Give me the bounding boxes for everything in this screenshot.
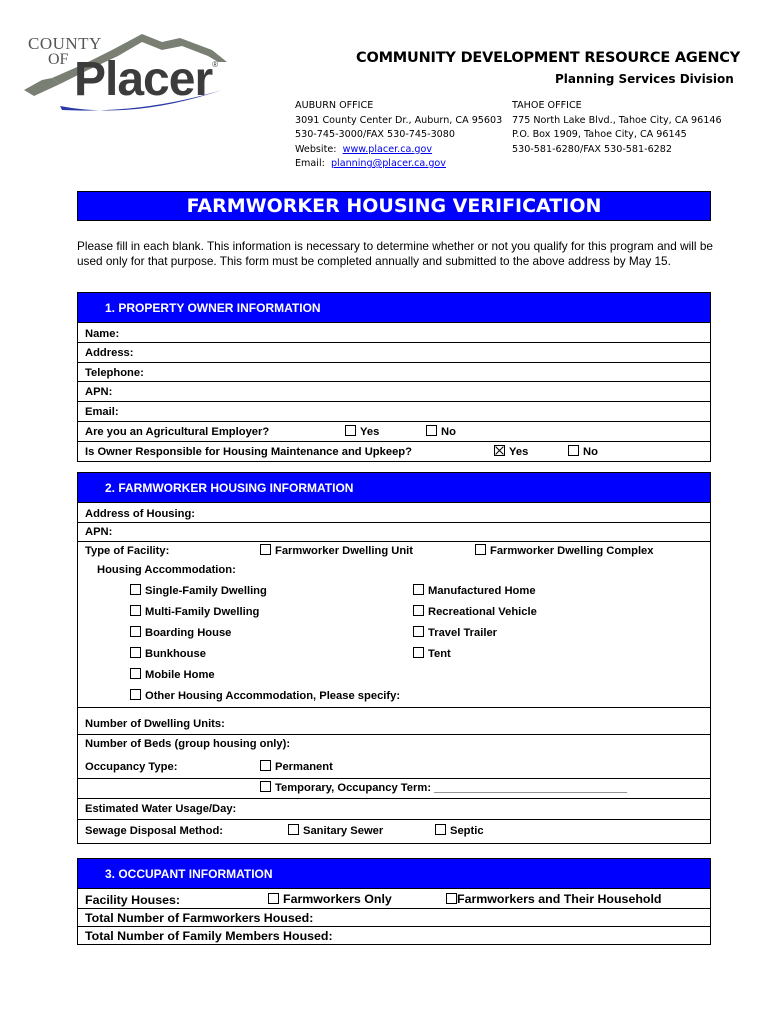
total-family-label: Total Number of Family Members Housed: — [85, 929, 333, 943]
auburn-phone: 530-745-3000/FAX 530-745-3080 — [295, 129, 455, 140]
acc-bunkhouse[interactable]: Bunkhouse — [130, 647, 206, 660]
checkbox-icon[interactable] — [260, 781, 271, 792]
website-link[interactable]: www.placer.ca.gov — [342, 143, 433, 155]
tahoe-office — [512, 99, 722, 157]
logo-placer-text: Placer® — [74, 53, 218, 106]
address-label: Address: — [85, 347, 134, 359]
beds-and-occupancy — [78, 735, 710, 779]
apn-label: APN: — [85, 386, 113, 398]
maintenance-yes[interactable]: Yes — [494, 445, 528, 458]
website-label: Website: — [295, 143, 337, 155]
checkbox-icon[interactable] — [260, 760, 271, 771]
checkbox-icon[interactable] — [130, 689, 141, 700]
facility-complex-option[interactable]: Farmworker Dwelling Complex — [475, 544, 654, 557]
units-label: Number of Dwelling Units: — [85, 718, 225, 730]
checkbox-icon[interactable] — [413, 647, 424, 658]
sewage-row — [78, 820, 710, 842]
logo-county-text: COUNTY — [28, 34, 102, 53]
checkbox-icon[interactable] — [475, 544, 486, 555]
tahoe-phone: 530-581-6280/FAX 530-581-6282 — [512, 143, 672, 155]
acc-other[interactable]: Other Housing Accommodation, Please specify: — [130, 689, 400, 702]
checkbox-icon[interactable] — [446, 893, 457, 904]
housing-address-label: Address of Housing: — [85, 508, 196, 520]
ag-employer-question: Are you an Agricultural Employer? — [85, 426, 270, 438]
total-family-field[interactable] — [78, 927, 710, 945]
water-label: Estimated Water Usage/Day: — [85, 803, 237, 815]
email-link[interactable]: planning@placer.ca.gov — [330, 158, 446, 169]
facility-houses-label: Facility Houses: — [85, 893, 181, 907]
housing-apn-label: APN: — [85, 526, 113, 538]
auburn-address: 3091 County Center Dr., Auburn, CA 95603 — [295, 114, 503, 126]
water-usage-field[interactable] — [78, 799, 710, 820]
farmworkers-household-option[interactable]: Farmworkers and Their Household — [446, 892, 662, 906]
section3-heading: 3. OCCUPANT INFORMATION — [77, 858, 711, 889]
checkbox-icon[interactable] — [130, 668, 141, 679]
logo-of-text: OF — [48, 51, 69, 68]
housing-apn-field[interactable] — [78, 523, 710, 542]
owner-apn-field[interactable] — [78, 382, 710, 402]
beds-label: Number of Beds (group housing only): — [85, 738, 291, 750]
section3-box — [77, 889, 711, 945]
checkbox-icon[interactable] — [413, 626, 424, 637]
section2-heading: 2. FARMWORKER HOUSING INFORMATION — [77, 472, 711, 503]
acc-single-family[interactable]: Single-Family Dwelling — [130, 584, 267, 597]
tahoe-title: TAHOE OFFICE — [512, 100, 582, 111]
acc-travel-trailer[interactable]: Travel Trailer — [413, 626, 497, 639]
checkbox-icon[interactable] — [345, 425, 356, 436]
checkbox-icon[interactable] — [130, 605, 141, 616]
acc-boarding-house[interactable]: Boarding House — [130, 626, 231, 639]
checkbox-icon[interactable] — [435, 824, 446, 835]
acc-multi-family[interactable]: Multi-Family Dwelling — [130, 605, 259, 618]
owner-telephone-field[interactable] — [78, 363, 710, 382]
occupancy-label: Occupancy Type: — [85, 761, 178, 773]
housing-address-field[interactable] — [78, 503, 710, 523]
farmworkers-only-option[interactable]: Farmworkers Only — [268, 892, 392, 906]
occupancy-temporary-row — [78, 779, 710, 799]
occupancy-temporary[interactable]: Temporary, Occupancy Term: _______________________________ — [260, 781, 627, 794]
total-farmworkers-field[interactable] — [78, 909, 710, 927]
section1-heading: 1. PROPERTY OWNER INFORMATION — [77, 292, 711, 323]
total-farmworkers-label: Total Number of Farmworkers Housed: — [85, 911, 314, 925]
checkbox-icon[interactable] — [568, 445, 579, 456]
checkbox-icon[interactable] — [413, 584, 424, 595]
owner-name-field[interactable] — [78, 323, 710, 343]
checkbox-icon[interactable] — [260, 544, 271, 555]
occupancy-permanent[interactable]: Permanent — [260, 760, 333, 773]
sewage-sanitary[interactable]: Sanitary Sewer — [288, 824, 383, 837]
owner-email-field[interactable] — [78, 402, 710, 422]
acc-mobile-home[interactable]: Mobile Home — [130, 668, 215, 681]
accommodation-label: Housing Accommodation: — [97, 564, 236, 576]
acc-recreational-vehicle[interactable]: Recreational Vehicle — [413, 605, 537, 618]
sewage-label: Sewage Disposal Method: — [85, 825, 224, 837]
auburn-office — [295, 99, 502, 172]
facility-block — [78, 542, 710, 708]
maintenance-no[interactable]: No — [568, 445, 598, 458]
checked-checkbox-icon[interactable] — [494, 445, 505, 456]
maintenance-question: Is Owner Responsible for Housing Maintenance and Upkeep? — [85, 446, 412, 458]
agency-name: COMMUNITY DEVELOPMENT RESOURCE AGENCY — [356, 50, 741, 66]
tahoe-address: 775 North Lake Blvd., Tahoe City, CA 96146 — [512, 114, 722, 126]
ag-employer-row — [78, 422, 710, 442]
checkbox-icon[interactable] — [130, 647, 141, 658]
telephone-label: Telephone: — [85, 367, 144, 379]
tahoe-po: P.O. Box 1909, Tahoe City, CA 96145 — [512, 129, 687, 140]
checkbox-icon[interactable] — [130, 626, 141, 637]
facility-unit-option[interactable]: Farmworker Dwelling Unit — [260, 544, 413, 557]
ag-employer-no[interactable]: No — [426, 425, 456, 438]
section1-box — [77, 323, 711, 462]
division-name: Planning Services Division — [555, 72, 734, 86]
checkbox-icon[interactable] — [268, 893, 279, 904]
acc-manufactured-home[interactable]: Manufactured Home — [413, 584, 536, 597]
owner-address-field[interactable] — [78, 343, 710, 363]
facility-houses-row — [78, 889, 710, 909]
name-label: Name: — [85, 328, 120, 340]
form-title: FARMWORKER HOUSING VERIFICATION — [77, 191, 711, 221]
checkbox-icon[interactable] — [130, 584, 141, 595]
checkbox-icon[interactable] — [288, 824, 299, 835]
maintenance-row — [78, 442, 710, 462]
email-label: Email: — [295, 158, 325, 169]
checkbox-icon[interactable] — [413, 605, 424, 616]
facility-label: Type of Facility: — [85, 545, 170, 557]
ag-employer-yes[interactable]: Yes — [345, 425, 379, 438]
email-label-field: Email: — [85, 406, 119, 418]
auburn-title: AUBURN OFFICE — [295, 100, 374, 111]
sewage-septic[interactable]: Septic — [435, 824, 484, 837]
dwelling-units-field[interactable] — [78, 715, 710, 735]
checkbox-icon[interactable] — [426, 425, 437, 436]
section2-box — [77, 503, 711, 844]
intro-text: Please fill in each blank. This information is necessary to determine whether or not you qualify for this program and will be used only for that purpose. This form must be completed annually and submitted to the above address by May 15. — [77, 239, 713, 268]
acc-tent[interactable]: Tent — [413, 647, 451, 660]
